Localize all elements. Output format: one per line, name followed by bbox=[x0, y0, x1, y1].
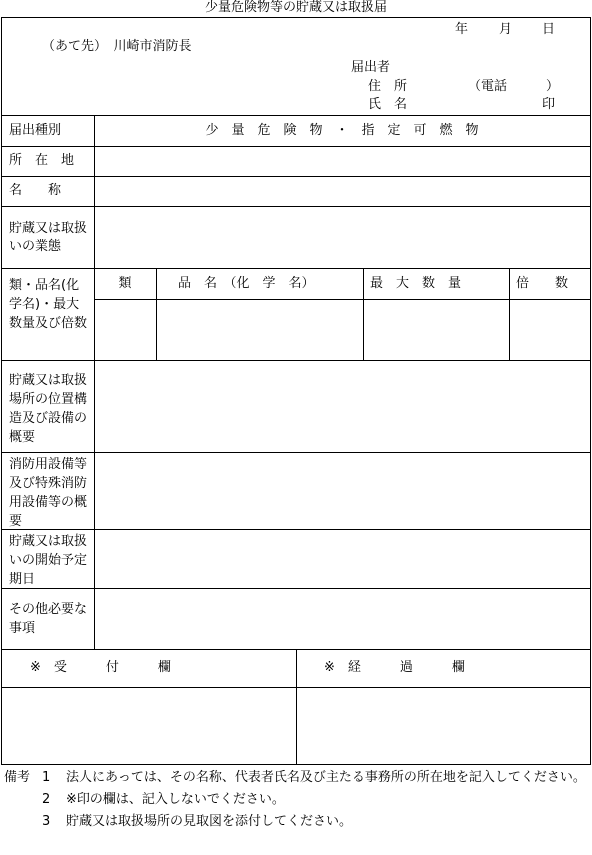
form-title: 少量危険物等の貯蔵又は取扱届 bbox=[204, 0, 387, 15]
remark-item: 3 貯蔵又は取扱場所の見取図を添付してください。 bbox=[42, 814, 353, 829]
reception-label: ※ 受 付 欄 bbox=[30, 660, 171, 675]
date-year-label: 年 bbox=[455, 22, 469, 37]
col-multiple-header: 倍 数 bbox=[516, 276, 569, 291]
col-product-header: 品 名 （化 学 名） bbox=[178, 276, 315, 291]
col-class-header: 類 bbox=[118, 276, 132, 291]
remark-item: 2 ※印の欄は、記入しないでください。 bbox=[42, 792, 285, 807]
phone-label: （電話 ） bbox=[468, 79, 560, 94]
remarks bbox=[4, 767, 588, 833]
facility-label: 貯蔵又は取扱場所の位置構造及び設備の概要 bbox=[9, 373, 88, 445]
notifier-label: 届出者 bbox=[351, 60, 391, 75]
business-label: 貯蔵又は取扱いの業態 bbox=[9, 221, 88, 254]
addressee: （あて先） 川崎市消防長 bbox=[42, 39, 192, 54]
col-max-header: 最 大 数 量 bbox=[370, 276, 462, 291]
remark-item: 備考 1 法人にあっては、その名称、代表者氏名及び主たる事務所の所在地を記入してください。 bbox=[4, 767, 588, 789]
date-day-label: 日 bbox=[542, 22, 556, 37]
other-label: その他必要な事項 bbox=[9, 602, 88, 636]
notification-type-value: 少 量 危 険 物 ・ 指 定 可 燃 物 bbox=[205, 123, 479, 138]
remarks-heading: 備考 bbox=[4, 770, 31, 785]
address-label: 住 所 bbox=[368, 79, 408, 94]
category-label: 類・品名(化学名)・最大数量及び倍数 bbox=[9, 278, 88, 331]
seal-mark: 印 bbox=[542, 97, 556, 112]
date-month-label: 月 bbox=[499, 22, 513, 37]
location-label: 所 在 地 bbox=[9, 153, 75, 168]
notification-type-label: 届出種別 bbox=[9, 123, 62, 138]
start-date-label: 貯蔵又は取扱いの開始予定期日 bbox=[9, 534, 88, 587]
firefighting-label: 消防用設備等及び特殊消防用設備等の概要 bbox=[9, 457, 88, 529]
name-field-label: 名 称 bbox=[9, 183, 62, 198]
notification-form bbox=[1, 17, 591, 765]
progress-label: ※ 経 過 欄 bbox=[324, 660, 465, 675]
name-label: 氏 名 bbox=[368, 97, 408, 112]
